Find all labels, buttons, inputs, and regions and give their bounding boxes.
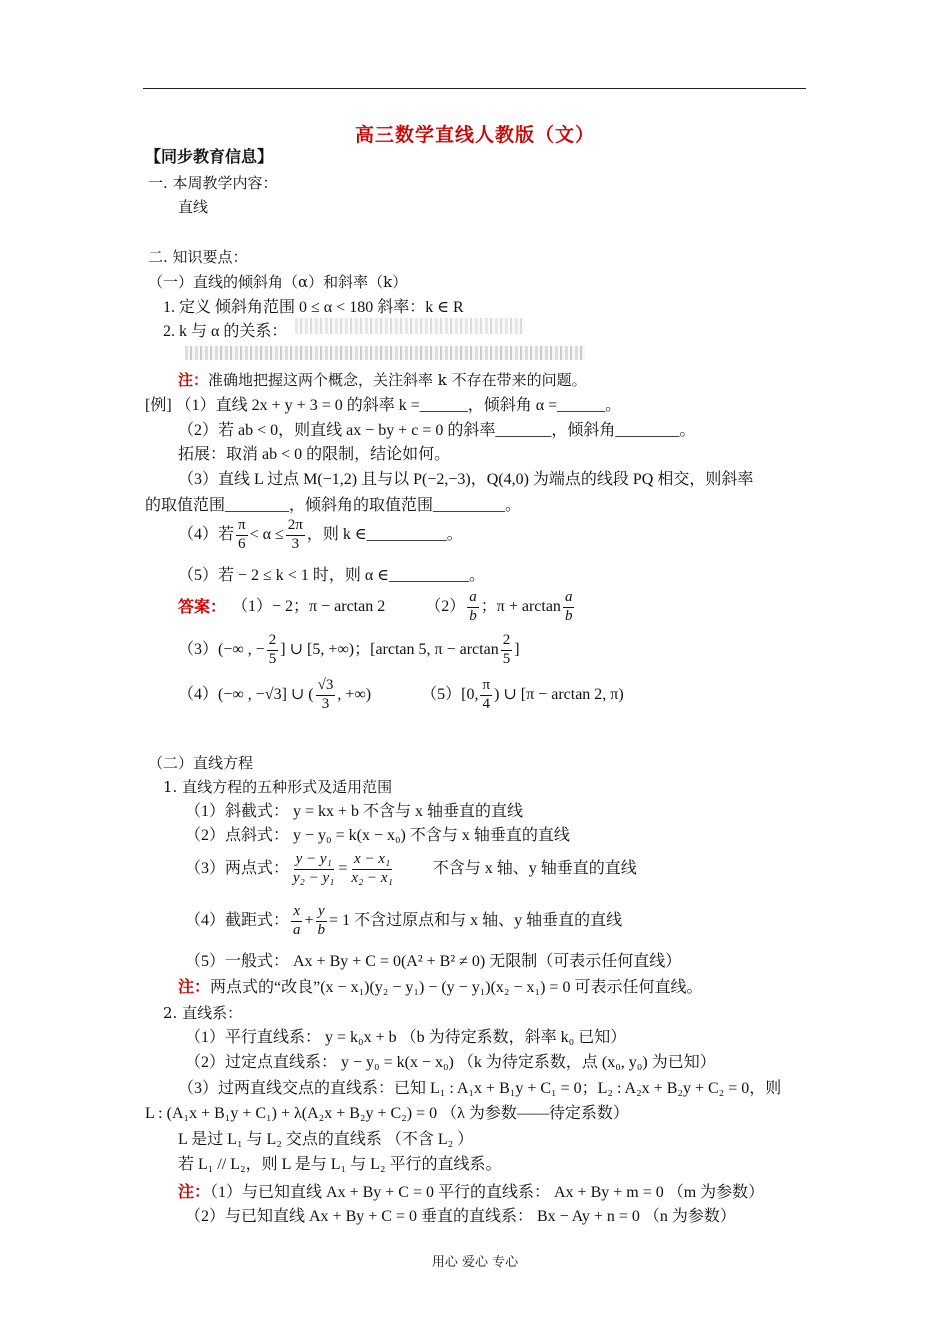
form-intercept-note: = 1 不含过原点和与 x 轴、y 轴垂直的直线 [329, 912, 623, 930]
system-intersection-c: L 是过 L₁ 与 L₂ 交点的直线系 （不含 L₂ ） [178, 1131, 474, 1148]
denominator: 3 [321, 695, 330, 712]
form-intercept [185, 904, 622, 939]
answer-3-pre: （3）(−∞ , − [178, 641, 265, 659]
fraction-pi-4 [480, 678, 492, 713]
answer-1: （1）− 2；π − arctan 2 [232, 598, 386, 616]
answer-5-pre: （5）[0, [421, 686, 479, 704]
answer-2-mid: ；π + arctan [480, 598, 561, 616]
example-4-pre: （4）若 [178, 526, 235, 544]
denominator: b [317, 921, 326, 938]
note-text: 准确地把握这两个概念，关注斜率 k 不存在带来的问题。 [208, 371, 587, 389]
system-fixed-point: （2）过定点直线系： y − y₀ = k(x − x₀) （k 为待定系数，点 (x₀, y₀) 为已知） [185, 1054, 716, 1071]
answer-line-3 [178, 633, 520, 668]
answer-line-4 [178, 678, 624, 713]
denominator: a [293, 921, 301, 938]
sub1-relation-label: 2. k 与 α 的关系： [163, 323, 288, 340]
fraction-2-5 [267, 633, 279, 668]
numerator: y − y₁ [294, 852, 334, 870]
system-parallel: （1）平行直线系： y = k₀x + b （b 为待定系数，斜率 k₀ 已知） [185, 1029, 627, 1046]
example-3b: 的取值范围________，倾斜角的取值范围_________。 [145, 497, 522, 514]
extension: 拓展：取消 ab < 0 的限制，结论如何。 [178, 446, 451, 463]
denominator: b [469, 607, 477, 624]
example-5: （5）若 − 2 ≤ k < 1 时，则 α ∈__________。 [178, 567, 486, 584]
sub1-definition: 1. 定义 倾斜角范围 0 ≤ α < 180 斜率：k ∈ R [163, 299, 464, 316]
numerator: a [467, 590, 479, 608]
example-4-post: ，则 k ∈__________。 [306, 526, 463, 544]
sub2-heading: （二）直线方程 [148, 754, 254, 772]
numerator: 2 [267, 633, 279, 651]
answer-4-pre: （4）(−∞ , −√3] ∪ ( [178, 686, 314, 704]
equals-sign: = [338, 860, 348, 878]
blurred-formula-image [295, 318, 525, 334]
system-intersection-b: L : (A₁x + B₁y + C₁) + λ(A₂x + B₂y + C₂) = 0 （λ 为参数——待定系数） [145, 1105, 629, 1122]
form-intercept-label: （4）截距式： [185, 912, 290, 930]
numerator: √3 [316, 678, 336, 696]
plus-sign: + [304, 912, 314, 930]
section-header: 【同步教育信息】 [145, 147, 274, 166]
note-label: 注： [178, 1182, 211, 1201]
numerator: a [563, 590, 575, 608]
note2-a [178, 1184, 764, 1201]
page-footer: 用心 爱心 专心 [431, 1255, 519, 1270]
system-intersection-a: （3）过两直线交点的直线系：已知 L₁ : A₁x + B₁y + C₁ = 0；L₂ : A₂x + B₂y + C₂ = 0，则 [178, 1080, 782, 1097]
answer-3-post: ] [514, 641, 520, 659]
note2-a-text: （1）与已知直线 Ax + By + C = 0 平行的直线系： Ax + By + m = 0 （m 为参数） [210, 1184, 765, 1201]
fraction-y-b [316, 904, 328, 939]
numerator: x [291, 904, 302, 922]
answer-label: 答案： [178, 597, 227, 617]
header-rule [143, 88, 806, 89]
denominator: 5 [268, 650, 277, 667]
part2-heading: 二. 知识要点： [148, 248, 248, 266]
denominator: 5 [502, 650, 511, 667]
fraction-a-b [467, 590, 479, 625]
sub2-item2: 2. 直线系： [163, 1004, 243, 1022]
fraction-a-b-2 [563, 590, 575, 625]
part1-heading: 一. 本周教学内容： [148, 174, 278, 192]
answer-5-post: ) ∪ [π − arctan 2, π) [494, 686, 624, 704]
system-intersection-d: 若 L₁ // L₂，则 L 是与 L₁ 与 L₂ 平行的直线系。 [178, 1156, 502, 1173]
note2-b: （2）与已知直线 Ax + By + C = 0 垂直的直线系： Bx − Ay + n = 0 （n 为参数） [185, 1208, 736, 1225]
example-1: [例] （1）直线 2x + y + 3 = 0 的斜率 k =______，倾斜角 α =______。 [145, 397, 622, 414]
numerator: 2π [286, 518, 305, 536]
fraction-y [291, 852, 336, 887]
answer-2-pre: （2） [425, 598, 466, 616]
denominator: 4 [482, 695, 491, 712]
denominator: 3 [291, 535, 300, 552]
fraction-x [349, 852, 394, 887]
page-title: 高三数学直线人教版（文） [354, 124, 595, 146]
sub2-note [178, 979, 702, 996]
fraction-2pi-3 [286, 518, 305, 553]
numerator: 2 [501, 633, 513, 651]
numerator: y [316, 904, 327, 922]
form-two-point-note: 不含与 x 轴、y 轴垂直的直线 [432, 860, 637, 878]
example-3a: （3）直线 L 过点 M(−1,2) 且与以 P(−2,−3)，Q(4,0) 为端点的线段 PQ 相交，则斜率 [178, 471, 754, 488]
note-text: 两点式的“改良”(x − x₁)(y₂ − y₁) − (y − y₁)(x₂ − x₁) = 0 可表示任何直线。 [210, 979, 703, 996]
answer-line-1 [178, 590, 576, 625]
sub1-note [178, 373, 587, 388]
form-general: （5）一般式： Ax + By + C = 0(A² + B² ≠ 0) 无限制（可表示任何直线） [185, 953, 682, 970]
fraction-x-a [291, 904, 303, 939]
blurred-formula-image-2 [185, 346, 585, 360]
form-slope-intercept: （1）斜截式： y = kx + b 不含与 x 轴垂直的直线 [185, 803, 524, 820]
example-4 [178, 518, 463, 553]
denominator: y₂ − y₁ [293, 869, 335, 886]
answer-3-mid: ] ∪ [5, +∞)；[arctan 5, π − arctan [280, 641, 499, 659]
form-two-point-label: （3）两点式： [185, 860, 290, 878]
example-4-mid: < α ≤ [249, 526, 284, 544]
numerator: π [236, 518, 248, 536]
sub1-heading: （一）直线的倾斜角（α）和斜率（k） [148, 273, 408, 291]
form-two-point [185, 852, 637, 887]
note-label: 注： [178, 977, 211, 996]
fraction-sqrt3-3 [316, 678, 336, 713]
answer-4-post: , +∞) [337, 686, 372, 704]
numerator: x − x₁ [352, 852, 392, 870]
denominator: b [564, 607, 573, 624]
fraction-pi-6 [236, 518, 248, 553]
part1-content: 直线 [178, 198, 209, 216]
denominator: 6 [238, 535, 246, 552]
fraction-2-5-b [501, 633, 513, 668]
form-point-slope: （2）点斜式： y − y₀ = k(x − x₀) 不含与 x 轴垂直的直线 [185, 827, 570, 844]
denominator: x₂ − x₁ [351, 869, 393, 886]
example-2: （2）若 ab < 0，则直线 ax − by + c = 0 的斜率_______，倾斜角________。 [178, 422, 696, 439]
note-label: 注： [178, 371, 209, 389]
numerator: π [480, 678, 492, 696]
sub2-item1: 1. 直线方程的五种形式及适用范围 [163, 778, 393, 796]
